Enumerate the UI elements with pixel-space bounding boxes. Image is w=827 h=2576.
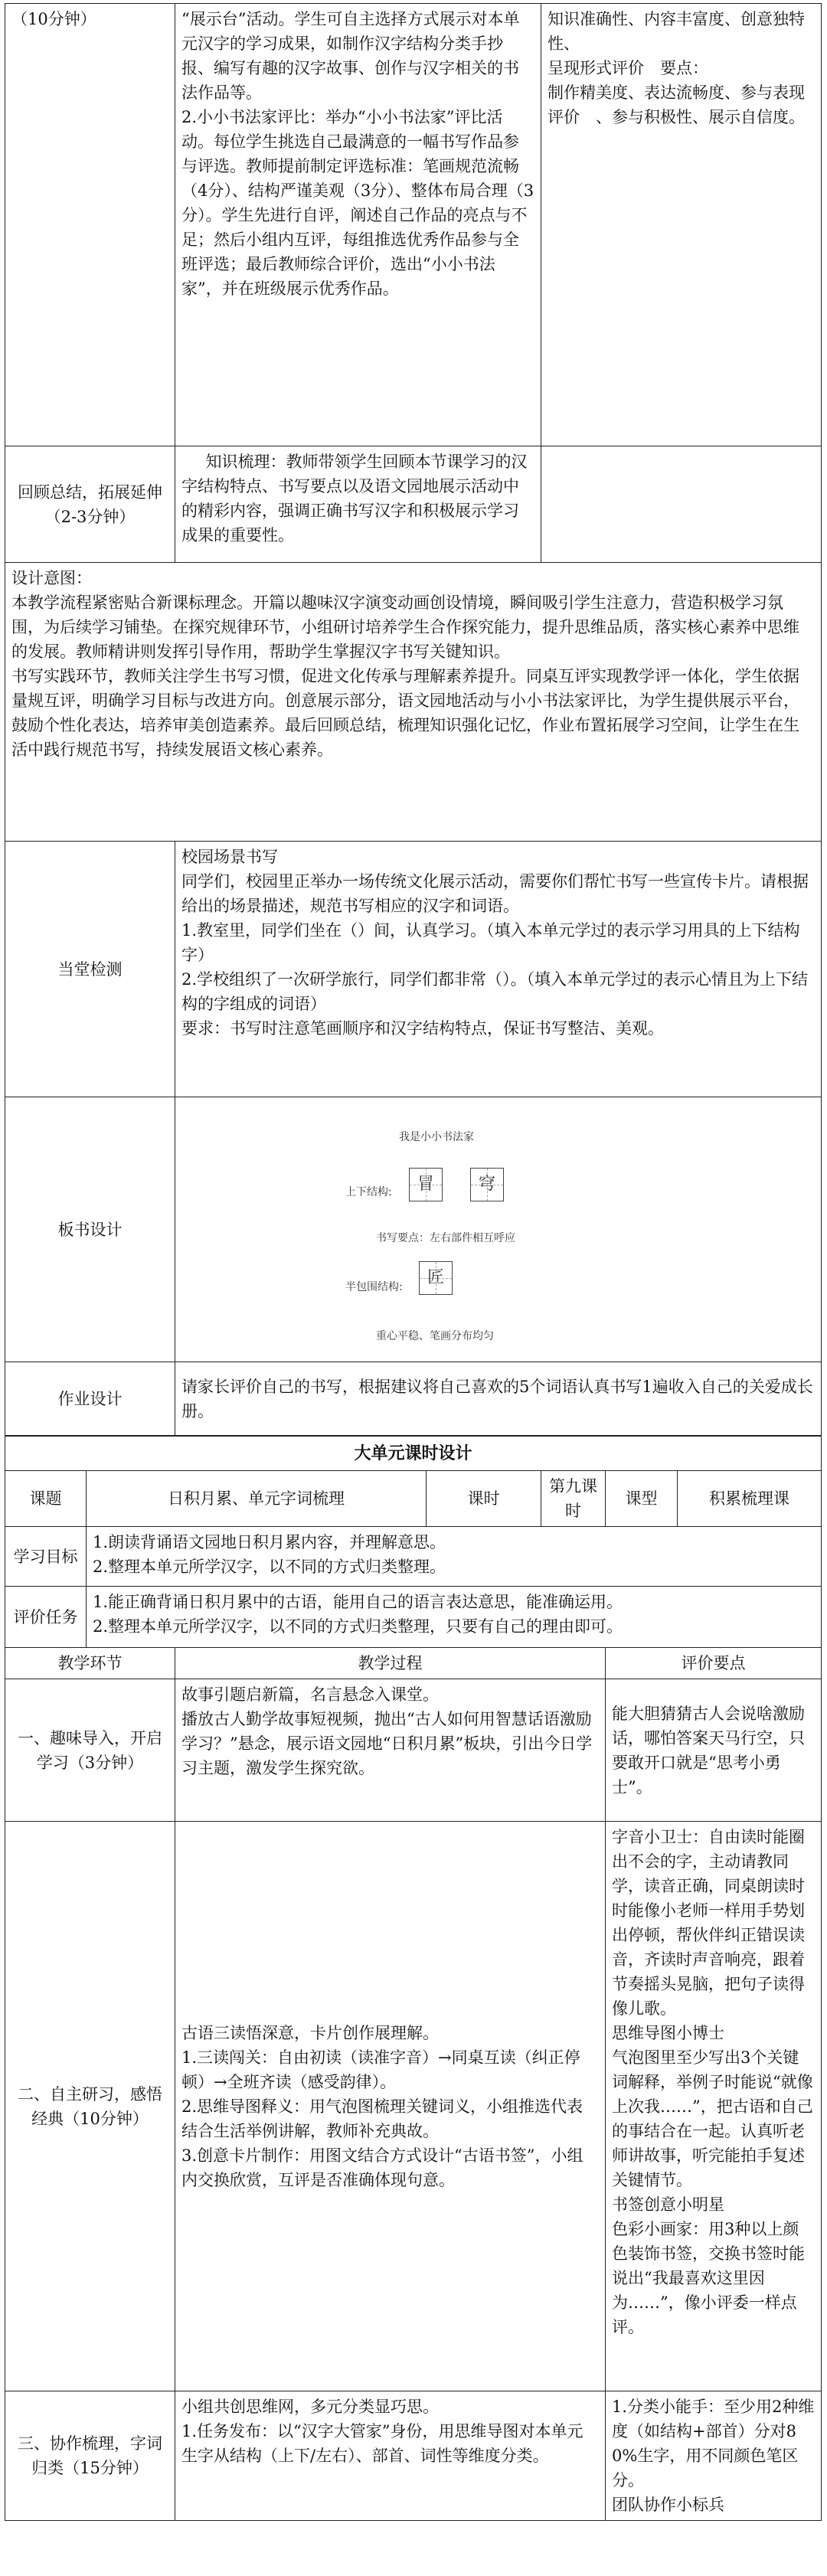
eval-cell <box>541 4 822 446</box>
process-cell <box>175 1822 606 2391</box>
eval-text: 思维导图小博士 <box>612 2024 724 2042</box>
stage-cell <box>5 1679 175 1822</box>
process-text: 小组共创思维网，多元分类显巧思。 <box>181 2398 439 2416</box>
eval-cell <box>606 1679 822 1822</box>
process-text: 3.创意卡片制作：用图文结合方式设计“古语书签”，小组内交换欣赏，互评是否准确体现句意。 <box>181 2146 583 2189</box>
char-box <box>419 1261 453 1295</box>
type-value: 积累梳理课 <box>678 1471 822 1527</box>
process-cell <box>175 4 541 446</box>
process-cell <box>175 446 541 563</box>
stage-cell <box>5 1822 175 2391</box>
goals-content <box>87 1527 822 1587</box>
board-content <box>175 1097 822 1362</box>
board-char: 匠 <box>427 1268 444 1287</box>
stage-text: 三、协作梳理，字词归类（15分钟） <box>18 2434 162 2477</box>
tasks-content <box>87 1587 822 1648</box>
design-intent-row <box>5 563 822 842</box>
classroom-test-label: 当堂检测 <box>5 842 175 1097</box>
board-title: 我是小小书法家 <box>399 1131 474 1143</box>
process-cell <box>175 2391 606 2521</box>
goal-item: 1.朗读背诵语文园地日积月累内容，并理解意思。 <box>93 1533 446 1551</box>
goals-label: 学习目标 <box>5 1527 87 1587</box>
design-intent-text: 书写实践环节，教师关注学生书写习惯，促进文化传承与理解素养提升。同桌互评实现教学评一体化，学生依据量规互评，明确学习目标与改进方向。创意展示部分，语文园地活动与小小书法家评比，为学生提供展示平台，鼓励个性化表达，培养审美创造素养。最后回顾总结，梳理知识强化记忆，作业布置拓展学习空间，让学生在生活中践行规范书写，持续发展语文核心素养。 <box>11 667 799 759</box>
eval-text: 能大胆猜猜古人会说啥激励话，哪怕答案天马行空，只要敢开口就是“思考小勇士”。 <box>612 1704 805 1796</box>
process-text: 1.三读闯关：自由初读（读准字音）→同桌互读（纠正停顿）→全班齐读（感受韵律）。 <box>181 2048 580 2091</box>
classroom-test-content <box>175 842 822 1097</box>
table-row <box>5 1679 822 1822</box>
homework-row <box>5 1362 822 1436</box>
char-box <box>470 1168 504 1201</box>
process-text: 故事引题启新篇，名言悬念入课堂。 <box>181 1685 439 1704</box>
half-surround-label: 半包围结构: <box>345 1281 403 1293</box>
eval-text: 制作精美度、表达流畅度、参与表现评价 、参与积极性、展示自信度。 <box>548 83 805 126</box>
homework-label: 作业设计 <box>5 1362 175 1436</box>
board-row <box>5 1097 822 1362</box>
eval-text: 团队协作小标兵 <box>612 2496 724 2514</box>
process-text: 2.小小书法家评比：举办“小小书法家”评比活动。每位学生挑选自己最满意的一幅书写作品参与评选。教师提前制定评选标准：笔画规范流畅（4分）、结构严谨美观（3分）、整体布局合理（3分）。学生先进行自评，阐述自己作品的亮点与不足；然后小组内互评，每组推选优秀作品参与全班评选；最后教师综合评价，选出“小小书法家”，并在班级展示优秀作品。 <box>181 108 534 298</box>
eval-text: 书签创意小明星 <box>612 2195 724 2214</box>
stage-cell <box>5 4 175 446</box>
header-eval: 评价要点 <box>606 1648 822 1679</box>
eval-text: 字音小卫士：自由读时能圈出不会的字，主动请教同学，读音正确，同桌朗读时时能像小老师一样用手势划出停顿，帮伙伴纠正错误读音，齐读时声音响亮，跟着节奏摇头晃脑，把句子读得像儿歌。 <box>612 1828 805 2018</box>
table-row <box>5 1437 822 1471</box>
design-intent-cell <box>5 563 822 842</box>
process-cell <box>175 1679 606 1822</box>
table-row <box>5 1587 822 1648</box>
process-text: 2.思维导图释义：用气泡图梳理关键词义，小组推选代表结合生活举例讲解，教师补充典故。 <box>181 2097 583 2140</box>
eval-text: 1.分类小能手：至少用2种维度（如结构+部首）分对80%生字，用不同颜色笔区分。 <box>612 2398 815 2489</box>
eval-text: 色彩小画家：用3种以上颜色装饰书签，交换书签时能说出“我最喜欢这里因为……”，像小评委一样点评。 <box>612 2220 805 2336</box>
type-label: 课型 <box>606 1471 678 1527</box>
homework-text: 请家长评价自己的书写，根据建议将自己喜欢的5个词语认真书写1遍收入自己的关爱成长册。 <box>175 1362 822 1436</box>
test-line: 校园场景书写 <box>181 848 278 866</box>
eval-text: 呈现形式评价 要点： <box>548 59 708 77</box>
table-row <box>5 1822 822 2391</box>
topic-label: 课题 <box>5 1471 87 1527</box>
tasks-label: 评价任务 <box>5 1587 87 1648</box>
unit-design-title: 大单元课时设计 <box>5 1437 822 1471</box>
board-label: 板书设计 <box>5 1097 175 1362</box>
eval-text: 知识准确性、内容丰富度、创意独特性、 <box>548 10 805 53</box>
process-text: 1.任务发布：以“汉字大管家”身份，用思维导图对本单元生字从结构（上下/左右）、部首、词性等维度分类。 <box>181 2422 583 2465</box>
stage-text: 回顾总结，拓展延伸（2-3分钟） <box>18 482 162 526</box>
test-line: 要求：书写时注意笔画顺序和汉字结构特点，保证书写整洁、美观。 <box>181 1019 664 1038</box>
stage-cell <box>5 2391 175 2521</box>
eval-cell <box>606 1822 822 2391</box>
classroom-test-row <box>5 842 822 1097</box>
eval-cell <box>606 2391 822 2521</box>
board-design <box>175 1097 821 1350</box>
eval-cell <box>541 446 822 563</box>
lesson-table-part2 <box>5 1436 822 2521</box>
stage-text: （10分钟） <box>11 10 96 28</box>
period-value: 第九课时 <box>541 1471 606 1527</box>
design-intent-label: 设计意图： <box>11 569 92 587</box>
stage-text: 一、趣味导入，开启学习（3分钟） <box>18 1728 162 1772</box>
table-row <box>5 1471 822 1527</box>
test-line: 1.教室里，同学们坐在（）间，认真学习。（填入本单元学过的表示学习用具的上下结构字） <box>181 921 800 964</box>
table-row <box>5 4 822 446</box>
process-text: 古语三读悟深意，卡片创作展理解。 <box>181 2023 439 2042</box>
goal-item: 2.整理本单元所学汉字，以不同的方式归类整理。 <box>93 1558 446 1576</box>
header-stage: 教学环节 <box>5 1648 175 1679</box>
test-line: 2.学校组织了一次研学旅行，同学们都非常（）。（填入本单元学过的表示心情且为上下结构的字组成的词语） <box>181 970 809 1013</box>
stage-cell <box>5 446 175 563</box>
process-text: 知识梳理：教师带领学生回顾本节课学习的汉字结构特点、书写要点以及语文园地展示活动中的精彩内容，强调正确书写汉字和积极展示学习成果的重要性。 <box>181 453 528 544</box>
document-page <box>5 3 821 2521</box>
table-row <box>5 1527 822 1587</box>
upper-lower-label: 上下结构: <box>345 1186 392 1198</box>
task-item: 1.能正确背诵日积月累中的古语，能用自己的语言表达意思，能准确运用。 <box>93 1593 623 1611</box>
table-header-row <box>5 1648 822 1679</box>
design-intent-text: 本教学流程紧密贴合新课标理念。开篇以趣味汉字演变动画创设情境，瞬间吸引学生注意力，营造积极学习氛围，为后续学习铺垫。在探究规律环节，小组研讨培养学生合作探究能力，提升思维品质，落实核心素养中思维的发展。教师精讲则发挥引导作用，帮助学生掌握汉字书写关键知识。 <box>11 593 799 661</box>
board-char: 冒 <box>417 1175 434 1194</box>
writing-point: 书写要点：左右部件相互呼应 <box>376 1232 515 1244</box>
topic-value: 日积月累、单元字词梳理 <box>87 1471 427 1527</box>
table-row <box>5 446 822 563</box>
process-text: 播放古人勤学故事短视频，抛出“古人如何用智慧话语激励学习？”悬念，展示语文园地“日积月累”板块，引出今日学习主题，激发学生探究欲。 <box>181 1710 593 1777</box>
stage-text: 二、自主研习，感悟经典（10分钟） <box>18 2084 162 2128</box>
board-char: 穹 <box>478 1175 495 1194</box>
task-item: 2.整理本单元所学汉字，以不同的方式归类整理，只要有自己的理由即可。 <box>93 1617 623 1636</box>
table-row <box>5 2391 822 2521</box>
test-line: 同学们，校园里正举办一场传统文化展示活动，需要你们帮忙书写一些宣传卡片。请根据给出的场景描述，规范书写相应的汉字和词语。 <box>181 872 809 915</box>
board-footer: 重心平稳、笔画分布均匀 <box>376 1330 494 1342</box>
process-text: “展示台”活动。学生可自主选择方式展示对本单元汉字的学习成果，如制作汉字结构分类手抄报、编写有趣的汉字故事、创作与汉字相关的书法作品等。 <box>181 10 520 102</box>
eval-text: 气泡图里至少写出3个关键词解释，举例子时能说“就像上次我……”，把古语和自己的事结合在一起。认真听老师讲故事，听完能拍手复述关键情节。 <box>612 2048 813 2189</box>
lesson-table-part1 <box>5 3 822 1436</box>
char-box <box>409 1168 443 1201</box>
period-label: 课时 <box>427 1471 541 1527</box>
header-process: 教学过程 <box>175 1648 606 1679</box>
